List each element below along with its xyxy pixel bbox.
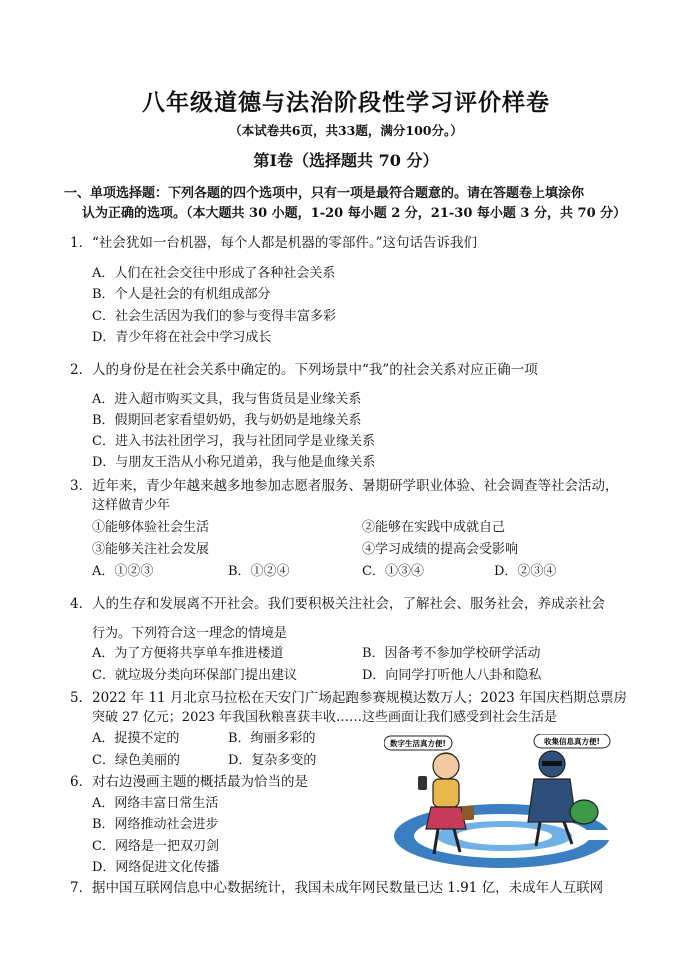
money-bag-icon [570,800,598,824]
question-2-stem: 2．人的身份是在社会关系中确定的。下列场景中“我”的社会关系对应正确一项 [70,362,538,378]
question-5-option-d: D．复杂多变的 [228,753,317,768]
instructions-line-1: 一、单项选择题：下列各题的四个选项中，只有一项是最符合题意的。请在答题卷上填涂你 [64,186,585,201]
at-ring-tail [574,830,614,840]
question-3-item-3: ③能够关注社会发展 [92,542,210,557]
question-2-option-c: C．进入书法社团学习，我与社团同学是业缘关系 [92,434,375,449]
question-6-option-c: C．网络是一把双刃剑 [92,839,219,854]
question-4-option-b: B．因备考不参加学校研学活动 [362,646,541,661]
question-2-option-d: D．与朋友王浩从小称兄道弟，我与他是血缘关系 [92,455,376,470]
question-4-stem: 4．人的生存和发展离不开社会。我们要积极关注社会，了解社会、服务社会，养成亲社会 [70,596,605,612]
speech-bubble-right-text: 收集信息真方便! [544,737,600,746]
question-4-option-d: D．向同学打听他人八卦和隐私 [362,668,542,683]
question-4-option-c: C．就垃圾分类向环保部门提出建议 [92,668,297,683]
question-5-stem: 5．2022 年 11 月北京马拉松在天安门广场起跑参赛规模达数万人；2023 年国庆档期总票房 [70,690,628,706]
question-5-option-c: C．绿色美丽的 [92,753,180,768]
cartoon-svg [384,734,624,874]
question-3-stem: 3．近年来，青少年越来越多地参加志愿者服务、暑期研学职业体验、社会调查等社会活动， [70,478,619,494]
page-subtitle: （本试卷共6页，共33题，满分100分。） [229,123,463,138]
question-3-item-1: ①能够体验社会生活 [92,520,210,535]
question-3-option-c: C．①③④ [362,564,424,579]
question-7-stem: 7．据中国互联网信息中心数据统计，我国未成年网民数量已达 1.91 亿，未成年人互联网 [70,880,604,896]
question-1-option-c: C．社会生活因为我们的参与变得丰富多彩 [92,309,336,324]
question-5-option-b: B．绚丽多彩的 [228,731,316,746]
question-6-option-b: B．网络推动社会进步 [92,817,219,832]
question-3-item-2: ②能够在实践中成就自己 [362,520,506,535]
question-1-option-b: B．个人是社会的有机组成部分 [92,287,271,302]
question-4-option-a: A．为了方便将共享单车推进楼道 [92,646,284,661]
question-6-option-a: A．网络丰富日常生活 [92,796,219,811]
question-2-option-a: A．进入超市购买文具，我与售货员是业缘关系 [92,392,362,407]
question-1-option-a: A．人们在社会交往中形成了各种社会关系 [92,266,336,281]
question-5-option-a: A．捉摸不定的 [92,731,180,746]
question-3-stem-cont: 这样做青少年 [92,498,171,513]
question-3-option-a: A．①②③ [92,564,154,579]
question-6-option-d: D．网络促进文化传播 [92,860,220,875]
handbag-icon [462,806,474,820]
speech-bubble-left-text: 数字生活真方便! [390,739,446,748]
woman-skirt [426,807,466,829]
question-1-stem: 1．“社会犹如一台机器，每个人都是机器的零部件。”这句话告诉我们 [70,235,478,251]
question-6-stem: 6．对右边漫画主题的概括最为恰当的是 [70,774,308,790]
cartoon-illustration [384,734,624,874]
question-4-stem-cont: 行为。下列符合这一理念的情境是 [92,626,288,641]
instructions-line-2: 认为正确的选项。（本大题共 30 小题，1-20 每小题 2 分，21-30 每小题 3 分，共 70 分） [82,206,627,221]
hacker-body [528,779,576,822]
page-title: 八年级道德与法治阶段性学习评价样卷 [142,89,550,116]
section-title: 第Ⅰ卷（选择题共 70 分） [253,151,439,170]
question-1-option-d: D．青少年将在社会中学习成长 [92,330,272,345]
hacker-mask [542,761,562,766]
question-5-stem-cont: 突破 27 亿元；2023 年我国秋粮喜获丰收……这些画面让我们感受到社会生活是 [92,710,558,725]
question-3-option-b: B．①②④ [228,564,290,579]
question-2-option-b: B．假期回老家看望奶奶，我与奶奶是地缘关系 [92,413,362,428]
woman-shirt [433,779,459,807]
phone-icon [418,776,427,790]
question-3-item-4: ④学习成绩的提高会受影响 [362,542,519,557]
question-3-option-d: D．②③④ [494,564,557,579]
